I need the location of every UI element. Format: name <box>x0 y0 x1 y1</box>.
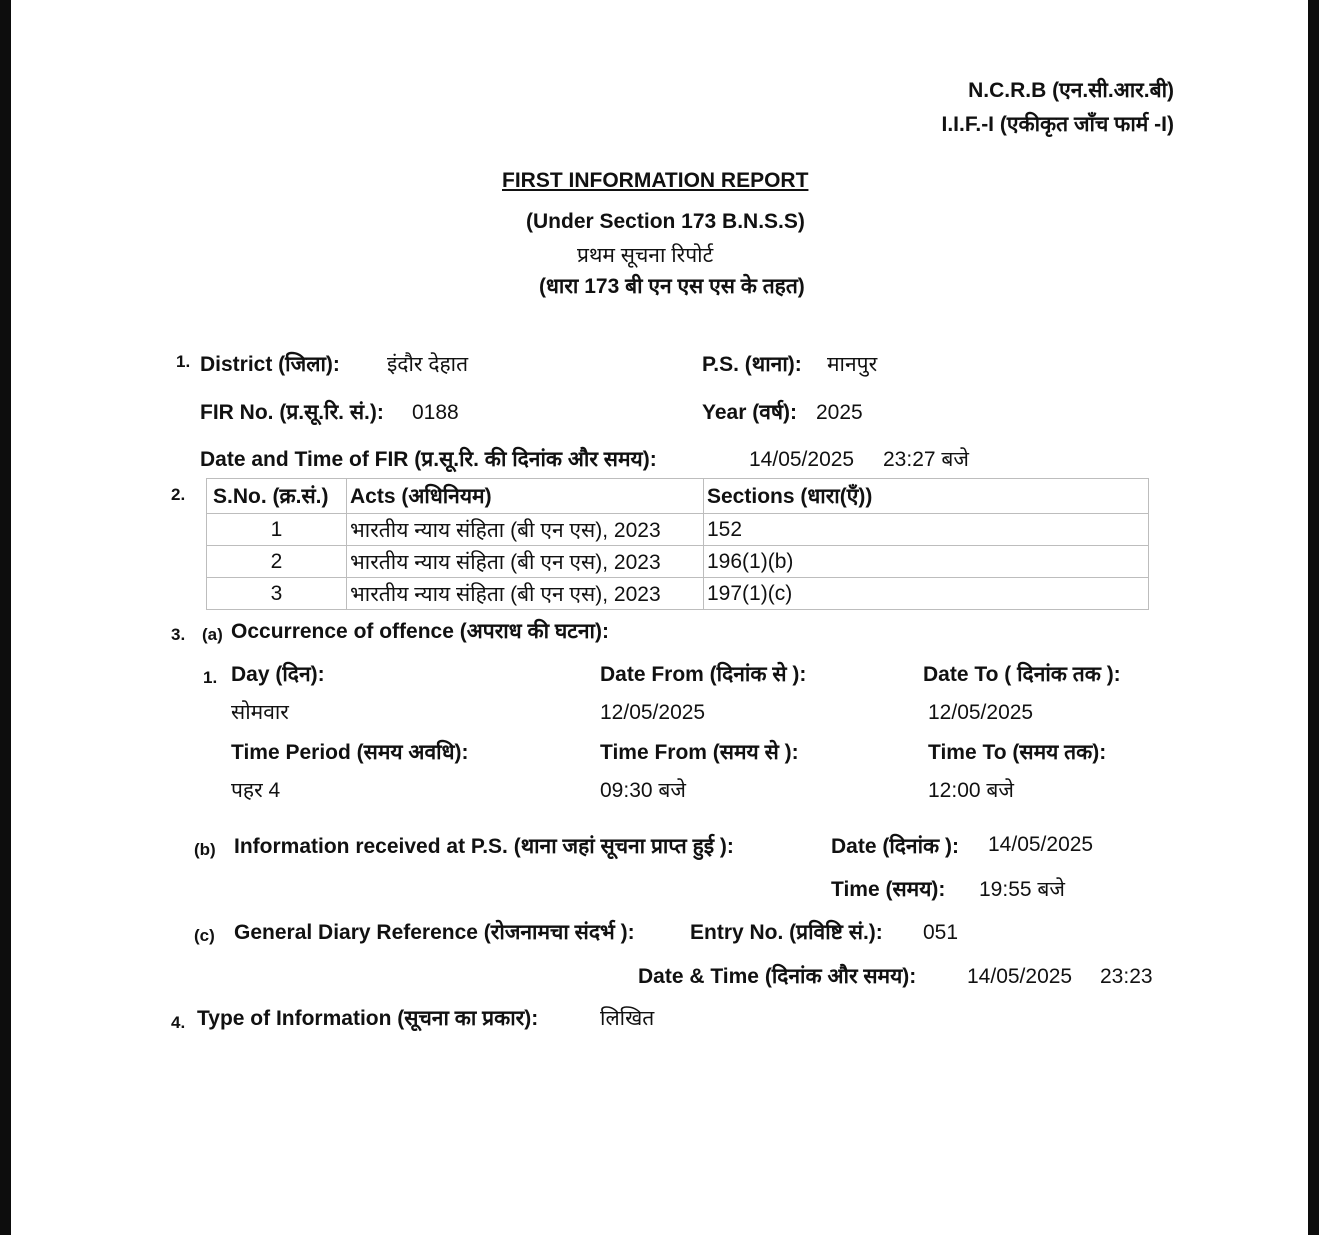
fir-document-page <box>11 0 1308 1235</box>
sub-a-label: (a) <box>202 625 223 644</box>
column-header-acts: Acts (अधिनियम) <box>347 479 704 514</box>
district-label: District (जिला): <box>200 353 340 376</box>
sub-b-label: (b) <box>194 840 216 859</box>
entry-number-value: 051 <box>923 921 959 944</box>
report-title: FIRST INFORMATION REPORT <box>502 169 809 192</box>
row-section: 197(1)(c) <box>704 578 1149 610</box>
time-period-label: Time Period (समय अवधि): <box>231 741 469 764</box>
row-act: भारतीय न्याय संहिता (बी एन एस), 2023 <box>347 514 704 546</box>
date-from-value: 12/05/2025 <box>600 701 706 724</box>
info-date-label: Date (दिनांक ): <box>831 835 959 858</box>
hindi-section-subtitle: (धारा 173 बी एन एस एस के तहत) <box>539 275 805 298</box>
date-to-label: Date To ( दिनांक तक ): <box>923 663 1121 686</box>
time-from-label: Time From (समय से ): <box>600 741 799 764</box>
table-row <box>207 514 1149 546</box>
info-time-label: Time (समय): <box>831 878 946 901</box>
date-from-label: Date From (दिनांक से ): <box>600 663 807 686</box>
type-of-information-label: Type of Information (सूचना का प्रकार): <box>197 1007 539 1030</box>
column-header-sno: S.No. (क्र.सं.) <box>207 479 347 514</box>
fir-datetime-label: Date and Time of FIR (प्र.सू.रि. की दिनांक और समय): <box>200 448 657 471</box>
gd-datetime-label: Date & Time (दिनांक और समय): <box>638 965 917 988</box>
time-from-value: 09:30 बजे <box>600 779 686 802</box>
time-period-value: पहर 4 <box>231 779 281 802</box>
row-act: भारतीय न्याय संहिता (बी एन एस), 2023 <box>347 578 704 610</box>
time-to-value: 12:00 बजे <box>928 779 1014 802</box>
fir-date-value: 14/05/2025 <box>749 448 855 471</box>
table-row <box>207 578 1149 610</box>
general-diary-label: General Diary Reference (रोजनामचा संदर्भ ): <box>234 921 635 944</box>
date-to-value: 12/05/2025 <box>928 701 1034 724</box>
table-row <box>207 546 1149 578</box>
fir-number-label: FIR No. (प्र.सू.रि. सं.): <box>200 401 384 424</box>
info-received-label: Information received at P.S. (थाना जहां सूचना प्राप्त हुई ): <box>234 835 734 858</box>
district-value: इंदौर देहात <box>387 353 469 376</box>
iif-header: I.I.F.-I (एकीकृत जाँच फार्म -I) <box>941 113 1174 136</box>
column-header-sections: Sections (धारा(एँ)) <box>704 479 1149 514</box>
year-value: 2025 <box>816 401 863 424</box>
gd-date-value: 14/05/2025 <box>967 965 1073 988</box>
fir-number-value: 0188 <box>412 401 459 424</box>
row-section: 152 <box>704 514 1149 546</box>
table-header-row <box>207 479 1149 514</box>
row-sno: 2 <box>207 546 347 578</box>
section-2-number: 2. <box>171 485 186 504</box>
acts-sections-table <box>206 478 1149 610</box>
row-act: भारतीय न्याय संहिता (बी एन एस), 2023 <box>347 546 704 578</box>
row-sno: 1 <box>207 514 347 546</box>
under-section-subtitle: (Under Section 173 B.N.S.S) <box>526 210 805 233</box>
police-station-value: मानपुर <box>827 353 878 376</box>
sub-c-label: (c) <box>194 926 215 945</box>
occurrence-label: Occurrence of offence (अपराध की घटना): <box>231 620 609 643</box>
day-value: सोमवार <box>231 701 289 724</box>
hindi-title: प्रथम सूचना रिपोर्ट <box>577 244 714 267</box>
info-time-value: 19:55 बजे <box>979 878 1065 901</box>
section-4-number: 4. <box>171 1013 186 1032</box>
day-label: Day (दिन): <box>231 663 325 686</box>
row-sno: 3 <box>207 578 347 610</box>
entry-number-label: Entry No. (प्रविष्टि सं.): <box>690 921 883 944</box>
year-label: Year (वर्ष): <box>702 401 798 424</box>
section-3-number: 3. <box>171 625 186 644</box>
occurrence-sub-number: 1. <box>203 668 218 687</box>
gd-time-value: 23:23 <box>1100 965 1153 988</box>
ncrb-header: N.C.R.B (एन.सी.आर.बी) <box>968 79 1174 102</box>
info-date-value: 14/05/2025 <box>988 833 1094 856</box>
section-1-number: 1. <box>176 352 191 371</box>
fir-time-value: 23:27 बजे <box>883 448 969 471</box>
row-section: 196(1)(b) <box>704 546 1149 578</box>
time-to-label: Time To (समय तक): <box>928 741 1107 764</box>
police-station-label: P.S. (थाना): <box>702 353 802 376</box>
type-of-information-value: लिखित <box>600 1007 655 1030</box>
